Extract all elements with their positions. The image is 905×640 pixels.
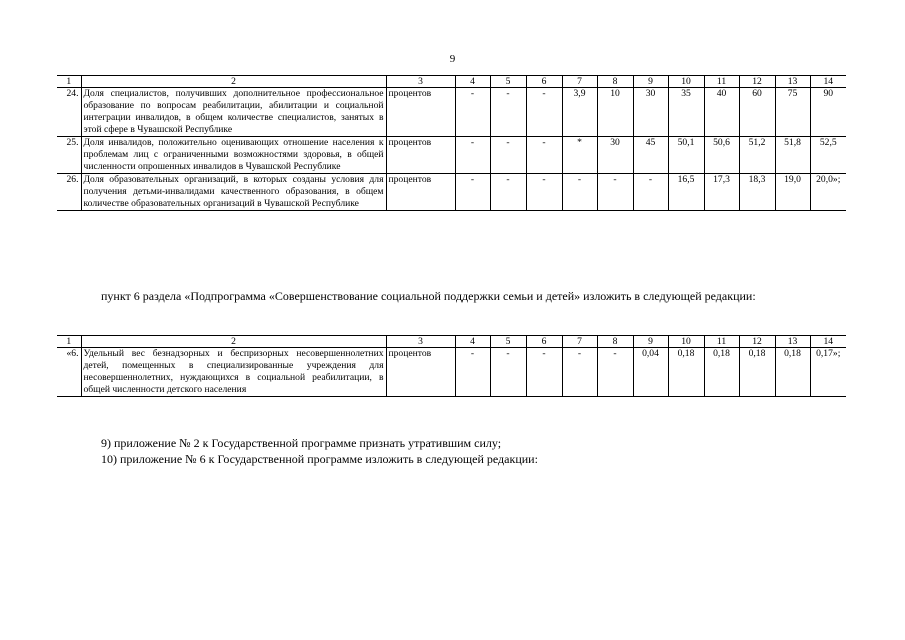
value-cell: - — [490, 137, 526, 174]
column-number-header: 7 — [562, 76, 597, 88]
column-number-header: 7 — [562, 336, 597, 348]
value-cell: - — [597, 174, 633, 211]
table-row — [57, 137, 846, 174]
column-number-header: 6 — [526, 336, 562, 348]
value-cell: 17,3 — [704, 174, 739, 211]
column-number-header: 6 — [526, 76, 562, 88]
value-cell: 19,0 — [775, 174, 810, 211]
unit-cell: процентов — [386, 174, 455, 211]
row-number: «6. — [57, 348, 81, 397]
unit-cell: процентов — [386, 348, 455, 397]
value-cell: 52,5 — [810, 137, 846, 174]
column-number-header: 4 — [455, 336, 490, 348]
column-number-header: 1 — [57, 336, 81, 348]
column-number-header: 11 — [704, 336, 739, 348]
value-cell: - — [597, 348, 633, 397]
column-number-header: 9 — [633, 76, 668, 88]
value-cell: 45 — [633, 137, 668, 174]
table-row — [57, 348, 846, 397]
value-cell: - — [562, 174, 597, 211]
unit-cell: процентов — [386, 137, 455, 174]
column-number-header: 5 — [490, 336, 526, 348]
column-number-header: 10 — [668, 336, 704, 348]
value-cell: 30 — [633, 88, 668, 137]
value-cell: - — [490, 88, 526, 137]
value-cell: * — [562, 137, 597, 174]
value-cell: 50,1 — [668, 137, 704, 174]
column-number-header: 13 — [775, 336, 810, 348]
value-cell: 51,8 — [775, 137, 810, 174]
column-number-header: 14 — [810, 336, 846, 348]
indicator-name: Доля инвалидов, положительно оценивающих отношение населения к проблемам лиц с ограниченными возможностями здоровья, в общей численности опрошенных инвалидов в Чувашской Республике — [81, 137, 386, 174]
value-cell: - — [526, 174, 562, 211]
row-number: 24. — [57, 88, 81, 137]
value-cell: 30 — [597, 137, 633, 174]
value-cell: 51,2 — [739, 137, 775, 174]
indicators-table-1 — [57, 75, 846, 211]
column-number-header: 3 — [386, 336, 455, 348]
value-cell: 0,18 — [668, 348, 704, 397]
indicator-name: Доля специалистов, получивших дополнительное профессиональное образование по вопросам реабилитации, абилитации и социальной интеграции инвалидов, в общем количестве специалистов, занятых в этой сфере в Чувашской Республике — [81, 88, 386, 137]
value-cell: 40 — [704, 88, 739, 137]
value-cell: 0,04 — [633, 348, 668, 397]
column-number-header: 5 — [490, 76, 526, 88]
value-cell: 20,0»; — [810, 174, 846, 211]
value-cell: 3,9 — [562, 88, 597, 137]
unit-cell: процентов — [386, 88, 455, 137]
value-cell: - — [455, 348, 490, 397]
value-cell: 75 — [775, 88, 810, 137]
column-number-header: 3 — [386, 76, 455, 88]
paragraph-appendix-2: 9) приложение № 2 к Государственной программе признать утратившим силу; — [101, 436, 502, 450]
column-number-header: 11 — [704, 76, 739, 88]
column-number-header: 9 — [633, 336, 668, 348]
column-number-header: 10 — [668, 76, 704, 88]
column-number-header: 13 — [775, 76, 810, 88]
value-cell: 10 — [597, 88, 633, 137]
value-cell: 0,17»; — [810, 348, 846, 397]
row-number: 25. — [57, 137, 81, 174]
indicators-table-2 — [57, 335, 846, 397]
value-cell: - — [490, 174, 526, 211]
value-cell: 60 — [739, 88, 775, 137]
value-cell: - — [455, 174, 490, 211]
table-row — [57, 88, 846, 137]
value-cell: 18,3 — [739, 174, 775, 211]
column-number-header: 8 — [597, 76, 633, 88]
value-cell: - — [455, 137, 490, 174]
column-number-header: 2 — [81, 76, 386, 88]
table-header-row — [57, 76, 846, 88]
value-cell: 50,6 — [704, 137, 739, 174]
value-cell: 35 — [668, 88, 704, 137]
column-number-header: 12 — [739, 76, 775, 88]
indicator-name: Доля образовательных организаций, в которых созданы условия для получения детьми-инвалидами качественного образования, в общем количестве образовательных организаций в Чувашской Республике — [81, 174, 386, 211]
value-cell: - — [526, 88, 562, 137]
row-number: 26. — [57, 174, 81, 211]
value-cell: 16,5 — [668, 174, 704, 211]
column-number-header: 12 — [739, 336, 775, 348]
value-cell: - — [490, 348, 526, 397]
paragraph-section-6-intro: пункт 6 раздела «Подпрограмма «Совершенствование социальной поддержки семьи и детей» изложить в следующей редакции: — [101, 289, 756, 303]
value-cell: - — [455, 88, 490, 137]
value-cell: 0,18 — [775, 348, 810, 397]
column-number-header: 2 — [81, 336, 386, 348]
page-number: 9 — [449, 53, 456, 65]
column-number-header: 8 — [597, 336, 633, 348]
value-cell: 0,18 — [704, 348, 739, 397]
paragraph-appendix-6: 10) приложение № 6 к Государственной программе изложить в следующей редакции: — [101, 452, 538, 466]
indicator-name: Удельный вес безнадзорных и беспризорных несовершеннолетних детей, помещенных в специализированные учреждения для несовершеннолетних, нуждающихся в социальной реабилитации, в общей численности детского населения — [81, 348, 386, 397]
column-number-header: 1 — [57, 76, 81, 88]
table-row — [57, 174, 846, 211]
value-cell: - — [562, 348, 597, 397]
column-number-header: 4 — [455, 76, 490, 88]
value-cell: 90 — [810, 88, 846, 137]
value-cell: - — [526, 137, 562, 174]
value-cell: 0,18 — [739, 348, 775, 397]
value-cell: - — [526, 348, 562, 397]
table-header-row — [57, 336, 846, 348]
value-cell: - — [633, 174, 668, 211]
column-number-header: 14 — [810, 76, 846, 88]
